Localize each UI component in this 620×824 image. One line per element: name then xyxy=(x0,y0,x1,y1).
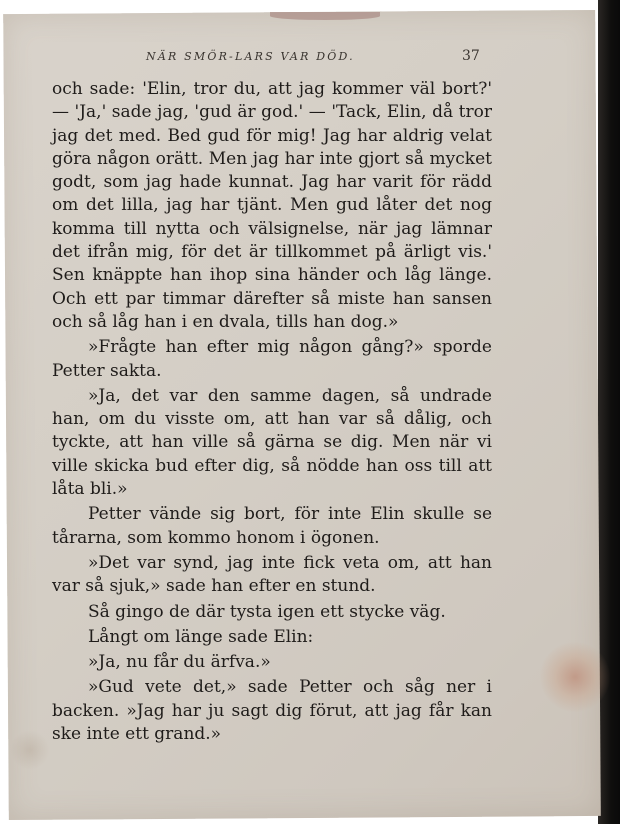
page-header xyxy=(0,48,620,72)
page-number: 37 xyxy=(462,48,480,64)
paragraph: »Frågte han efter mig någon gång?» sporde Petter sakta. xyxy=(52,337,492,381)
scan-dark-edge xyxy=(598,0,620,824)
page-stain-small xyxy=(10,730,50,770)
paragraph: Så gingo de där tysta igen ett stycke väg. xyxy=(88,601,446,622)
paragraph: Petter vände sig bort, för inte Elin skulle se tårarna, som kommo honom i ögonen. xyxy=(52,504,492,548)
page-curl xyxy=(270,12,380,20)
running-title: NÄR SMÖR-LARS VAR DÖD. xyxy=(146,50,355,63)
page-stain xyxy=(540,642,610,712)
paragraph: Långt om länge sade Elin: xyxy=(88,626,314,647)
paragraph: »Ja, nu får du ärfva.» xyxy=(88,652,271,673)
paragraph: »Gud vete det,» sade Petter och såg ner i backen. »Jag har ju sagt dig förut, att jag får kan ske inte ett grand.» xyxy=(52,677,492,745)
paragraph: och sade: 'Elin, tror du, att jag kommer väl bort?' — 'Ja,' sade jag, 'gud är god.' — 'Tack, Elin, då tror jag det med. Bed gud för mig! Jag har aldrig velat göra någon orätt. Men jag har inte gjort så mycket godt, som jag hade kunnat. Jag har varit för rädd om det lilla, jag har tjänt. Men gud låter det nog komma till nytta och välsignelse, när jag lämnar det ifrån mig, för det är tillkommet på ärligt vis.' Sen knäppte han ihop sina händer och låg länge. Och ett par timmar därefter så miste han sansen och så låg han i en dvala, tills han dog.» xyxy=(52,79,492,332)
paragraph: »Det var synd, jag inte fick veta om, att han var så sjuk,» sade han efter en stund. xyxy=(52,552,492,597)
paragraph: »Ja, det var den samme dagen, så undrade han, om du visste om, att han var så dålig, och tyckte, att han ville så gärna se dig. Men när vi ville skicka bud efter dig, så nödde han oss till att låta bli.» xyxy=(52,385,492,500)
body-text xyxy=(52,78,492,746)
